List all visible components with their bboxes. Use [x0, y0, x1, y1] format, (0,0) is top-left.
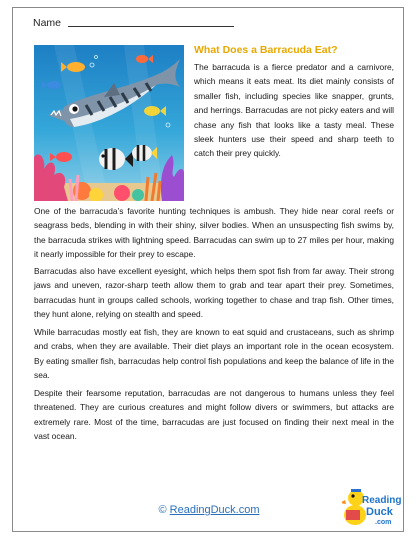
- copyright-symbol: ©: [158, 504, 167, 516]
- paragraph-4: While barracudas mostly eat fish, they are known to eat squid and crustaceans, such as shrimp and crabs, when they are available. Their diet plays an important role in the ocean ecosystem. By eating smaller fish, barracudas help control fish populations and keep the balance of life in the sea.: [34, 327, 394, 380]
- name-label: Name: [33, 17, 62, 29]
- worksheet-page: [12, 7, 404, 532]
- name-field-row: [33, 17, 234, 29]
- paragraph-5: Despite their fearsome reputation, barracudas are not dangerous to humans unless they feel threatened. They are curious creatures and might follow divers or swimmers, but attacks are extremely rare. Most of the time, barracudas are just focused on finding their next meal in the vast ocean.: [34, 388, 394, 441]
- site-link[interactable]: ReadingDuck.com: [169, 504, 260, 516]
- name-blank-line[interactable]: [68, 25, 234, 27]
- logo-com-text: .com: [375, 519, 392, 526]
- logo-duck-text: Duck: [366, 506, 393, 518]
- paragraph-1: The barracuda is a fierce predator and a carnivore, which means it eats meat. Its diet mainly consists of smaller fish, including species like snapper, grunts, and herrings. Barracudas are not picky eaters and will chase any fish that looks like a tasty meal. These sleek hunters use their speed and sharp teeth to catch their prey quickly.: [194, 62, 394, 159]
- barracuda-reef-image: [34, 45, 184, 201]
- duck-logo-icon: [342, 485, 402, 529]
- paragraph-3: Barracudas also have excellent eyesight, which helps them spot fish from far away. Their strong jaws and uneven, razor-sharp teeth allow them to grab and tear apart their prey. Sometimes, barracudas hunt in groups called schools, working together to chase and trap fish. Other times, they hunt alone, relying on stealth and speed.: [34, 266, 394, 319]
- barracuda-illustration: [34, 45, 184, 201]
- article-title: What Does a Barracuda Eat?: [194, 44, 338, 56]
- logo-reading-text: Reading: [362, 495, 402, 506]
- paragraph-2: One of the barracuda’s favorite hunting techniques is ambush. They hide near coral reefs or seagrass beds, blending in with their shiny, silver bodies. When an unsuspecting fish swims by, the barracuda strikes with lightning speed. Barracudas can swim up to 27 miles per hour, making it nearly impossible for their prey to escape.: [34, 206, 394, 259]
- reading-duck-logo: [342, 485, 402, 529]
